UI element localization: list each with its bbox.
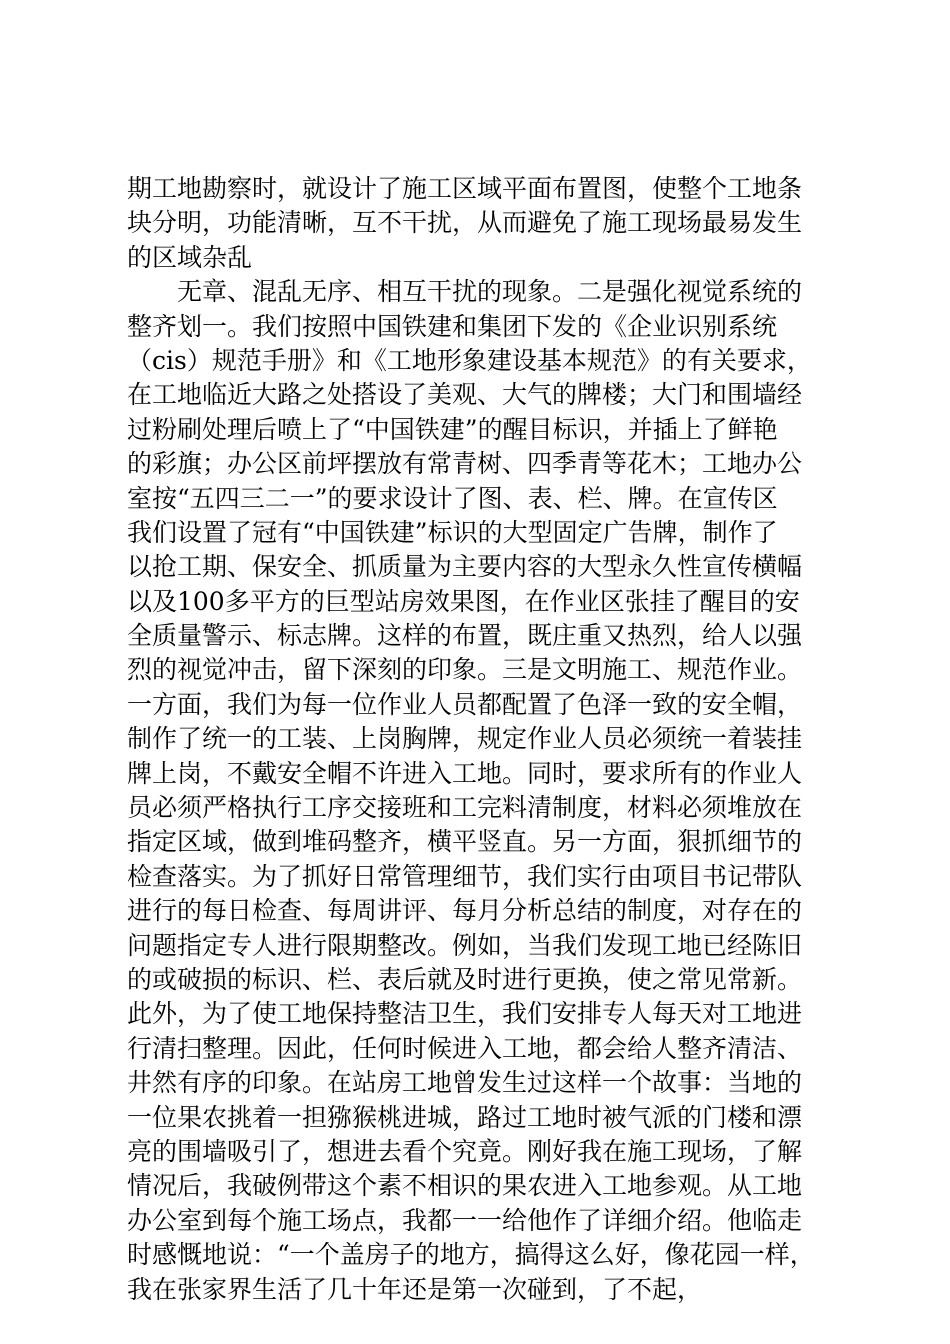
text-line: 此外，为了使工地保持整洁卫生，我们安排专人每天对工地进	[127, 999, 803, 1029]
text-line: 在工地临近大路之处搭设了美观、大气的牌楼；大门和围墙经	[127, 380, 803, 410]
text-line: 整齐划一。我们按照中国铁建和集团下发的《企业识别系统	[127, 311, 778, 341]
text-line: 井然有序的印象。在站房工地曾发生过这样一个故事：当地的	[127, 1068, 803, 1098]
text-line: 我们设置了冠有“中国铁建”标识的大型固定广告牌，制作了	[127, 517, 778, 547]
text-line: 的或破损的标识、栏、表后就及时进行更换，使之常见常新。	[127, 964, 803, 994]
text-line: 时感慨地说：“一个盖房子的地方，搞得这么好，像花园一样，	[127, 1240, 815, 1270]
text-line: 进行的每日检查、每周讲评、每月分析总结的制度，对存在的	[127, 896, 803, 926]
text-line: 问题指定专人进行限期整改。例如，当我们发现工地已经陈旧	[127, 930, 803, 960]
text-line: 检查落实。为了抓好日常管理细节，我们实行由项目书记带队	[127, 861, 803, 891]
paragraph-first-line: 无章、混乱无序、相互干扰的现象。二是强化视觉系统的	[177, 277, 803, 307]
body-text	[127, 172, 827, 1307]
text-line: 情况后，我破例带这个素不相识的果农进入工地参观。从工地	[127, 1171, 803, 1201]
text-line: 我在张家界生活了几十年还是第一次碰到，了不起，	[127, 1274, 703, 1304]
text-line: （cis）规范手册》和《工地形象建设基本规范》的有关要求，	[127, 345, 812, 375]
text-line: 全质量警示、标志牌。这样的布置，既庄重又热烈，给人以强	[127, 621, 803, 651]
text-line: 一位果农挑着一担猕猴桃进城，路过工地时被气派的门楼和漂	[127, 1102, 803, 1132]
text-line: 一方面，我们为每一位作业人员都配置了色泽一致的安全帽，	[127, 689, 803, 719]
text-line: 过粉刷处理后喷上了“中国铁建”的醒目标识，并插上了鲜艳	[127, 414, 778, 444]
text-line: 指定区域，做到堆码整齐，横平竖直。另一方面，狠抓细节的	[127, 827, 803, 857]
text-line: 烈的视觉冲击，留下深刻的印象。三是文明施工、规范作业。	[127, 655, 803, 685]
text-line: 室按“五四三二一”的要求设计了图、表、栏、牌。在宣传区	[127, 483, 778, 513]
text-line: 以抢工期、保安全、抓质量为主要内容的大型永久性宣传横幅	[127, 552, 803, 582]
text-line: 员必须严格执行工序交接班和工完料清制度，材料必须堆放在	[127, 793, 803, 823]
text-line: 以及100多平方的巨型站房效果图，在作业区张挂了醒目的安	[127, 586, 800, 616]
text-line: 期工地勘察时，就设计了施工区域平面布置图，使整个工地条	[127, 174, 803, 203]
text-line: 制作了统一的工装、上岗胸牌，规定作业人员必须统一着装挂	[127, 724, 803, 754]
text-line: 亮的围墙吸引了，想进去看个究竟。刚好我在施工现场，了解	[127, 1136, 803, 1166]
text-line: 的彩旗；办公区前坪摆放有常青树、四季青等花木；工地办公	[127, 449, 803, 479]
text-line: 牌上岗，不戴安全帽不许进入工地。同时，要求所有的作业人	[127, 758, 803, 788]
text-line: 块分明，功能清晰，互不干扰，从而避免了施工现场最易发生	[127, 208, 803, 238]
text-line: 办公室到每个施工场点，我都一一给他作了详细介绍。他临走	[127, 1205, 803, 1235]
text-line: 行清扫整理。因此，任何时候进入工地，都会给人整齐清洁、	[127, 1033, 803, 1063]
text-line: 的区域杂乱	[127, 242, 253, 272]
